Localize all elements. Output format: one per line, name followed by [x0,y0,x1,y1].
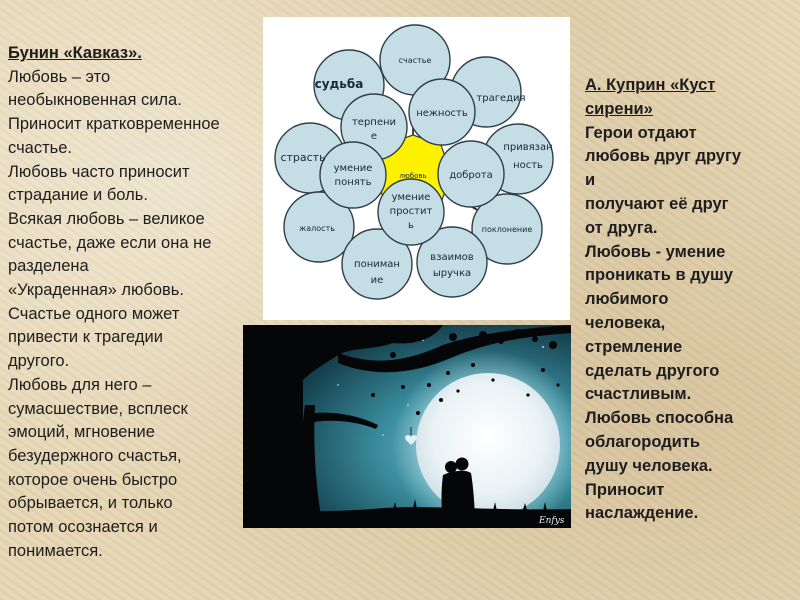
left-text-line: другого. [8,352,70,371]
label-mutual-help-2: ыручка [432,268,472,279]
label-attachment-1: привязан [503,142,553,153]
kuprin-heading-line-2: сирени» [585,99,653,118]
left-text-line: Всякая любовь – великое [8,209,205,228]
bunin-heading: Бунин «Кавказ». [8,44,142,62]
right-text-line: человека, [585,313,666,332]
label-patience-1: терпени [351,117,397,128]
label-forgive-3: ь [408,220,414,231]
label-tragedy: трагедия [476,93,526,104]
left-text-line: понимается. [8,541,103,560]
right-text-line: душу человека. [585,456,713,475]
label-attachment-2: ность [513,160,543,171]
label-forgive-2: простит [389,206,433,217]
left-text-block [8,42,270,563]
right-text-line: проникать в душу [585,266,733,285]
left-text-line: необыкновенная сила. [8,91,182,110]
label-patience-2: е [370,131,378,142]
petal-understand [320,142,386,208]
label-tenderness: нежность [416,108,468,119]
love-flower-diagram [263,17,570,320]
left-text-line: разделена [8,257,89,276]
right-text-line: наслаждение. [585,504,699,523]
right-text-line: Любовь - умение [585,242,726,261]
label-understand-1: умение [333,163,373,174]
left-text-line: эмоций, мгновение [8,423,155,442]
label-worship: поклонение [481,225,533,234]
right-text-line: счастливым. [585,385,692,404]
right-text-line: получают её друг [585,194,729,213]
right-text-line: любовь друг другу [585,147,742,166]
left-text-line: счастье, даже если она не [8,233,212,252]
left-text-line: потом осознается и [8,518,158,537]
label-understanding-1: пониман [354,259,400,270]
right-text-line: любимого [585,290,669,309]
left-text-line: Приносит кратковременное [8,115,220,134]
left-text-line: обрывается, и только [8,494,173,513]
moonlit-couple-image [243,325,571,528]
right-text-line: Приносит [585,480,665,499]
left-text-line: Любовь часто приносит [8,162,190,181]
label-love-center: любовь [399,172,427,180]
label-understand-2: понять [334,177,372,188]
left-text-line: безудержного счастья, [8,446,182,465]
label-passion: страсть [280,151,326,164]
moon [416,373,560,517]
left-text-line: счастье. [8,138,73,157]
right-text-line: стремление [585,337,683,356]
left-text-line: которое очень быстро [8,470,178,489]
label-mutual-help-1: взаимов [430,252,474,263]
left-text-line: привести к трагедии [8,328,163,347]
label-pity: жалость [299,224,335,233]
right-text-line: сделать другого [585,361,720,380]
label-happiness: счастье [398,56,432,65]
right-text-line: Любовь способна [585,409,734,428]
left-text-line: «Украденная» любовь. [8,281,184,300]
label-fate: судьба [314,77,364,91]
right-text-line: Герои отдают [585,123,697,142]
left-text-line: Счастье одного может [8,304,180,323]
right-text-block [585,74,790,526]
label-kindness: доброта [449,170,493,181]
right-text-line: от друга. [585,218,658,237]
right-text-line: облагородить [585,432,701,451]
left-text-line: Любовь для него – [8,375,152,394]
label-forgive-1: умение [391,192,431,203]
left-text-line: страдание и боль. [8,186,148,205]
kuprin-heading-line-1: А. Куприн «Куст [585,76,716,94]
label-understanding-2: ие [370,275,384,286]
left-text-line: Любовь – это [8,67,111,86]
photo-signature: Enfys [539,516,565,526]
right-text-line: и [585,171,596,190]
left-text-line: сумасшествие, всплеск [8,399,188,418]
